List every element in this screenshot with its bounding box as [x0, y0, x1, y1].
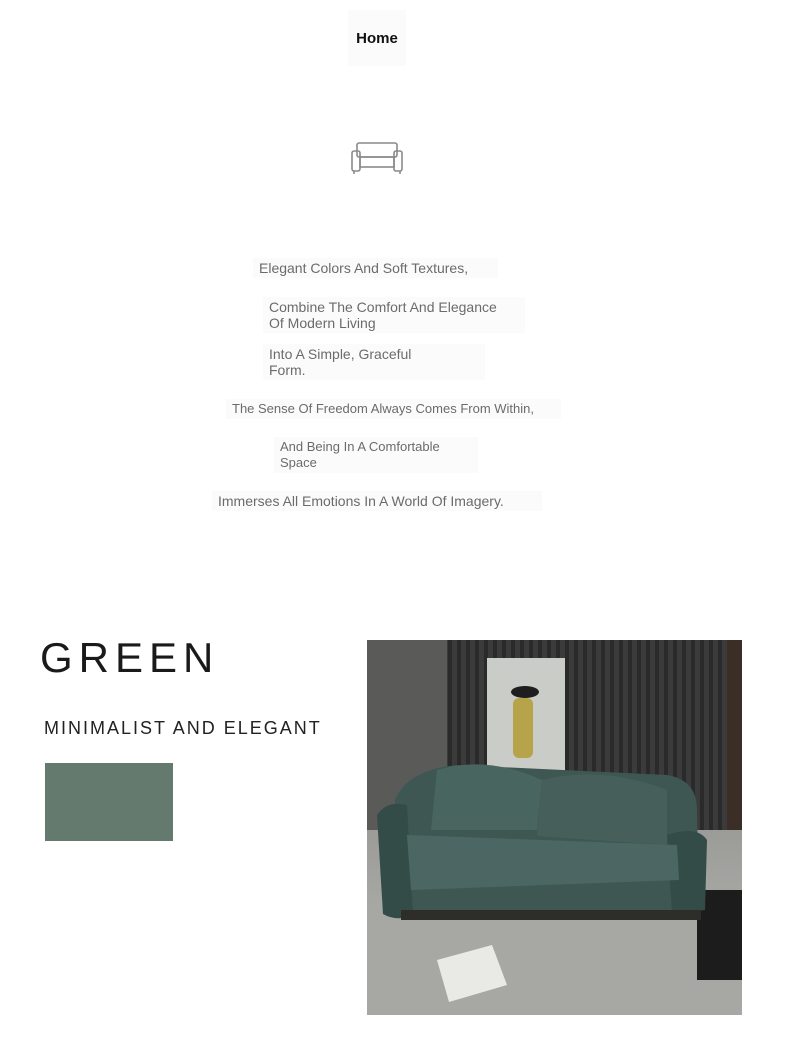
tagline-6: Immerses All Emotions In A World Of Imagery. — [212, 491, 542, 511]
collection-subtitle: MINIMALIST AND ELEGANT — [44, 718, 322, 738]
tagline-5: And Being In A Comfortable Space — [274, 437, 478, 473]
sofa-photo-illustration — [367, 640, 742, 1015]
nav-home-link[interactable]: Home — [348, 10, 406, 66]
tagline-4: The Sense Of Freedom Always Comes From Within, — [226, 399, 561, 419]
color-swatch — [45, 763, 173, 841]
tagline-2: Combine The Comfort And Elegance Of Modern Living — [263, 297, 525, 333]
tagline-1: Elegant Colors And Soft Textures, — [253, 258, 498, 278]
sofa-icon — [350, 139, 404, 177]
collection-title: GREEN — [40, 634, 220, 681]
sofa-photo — [367, 640, 742, 1015]
tagline-3: Into A Simple, Graceful Form. — [263, 344, 485, 380]
